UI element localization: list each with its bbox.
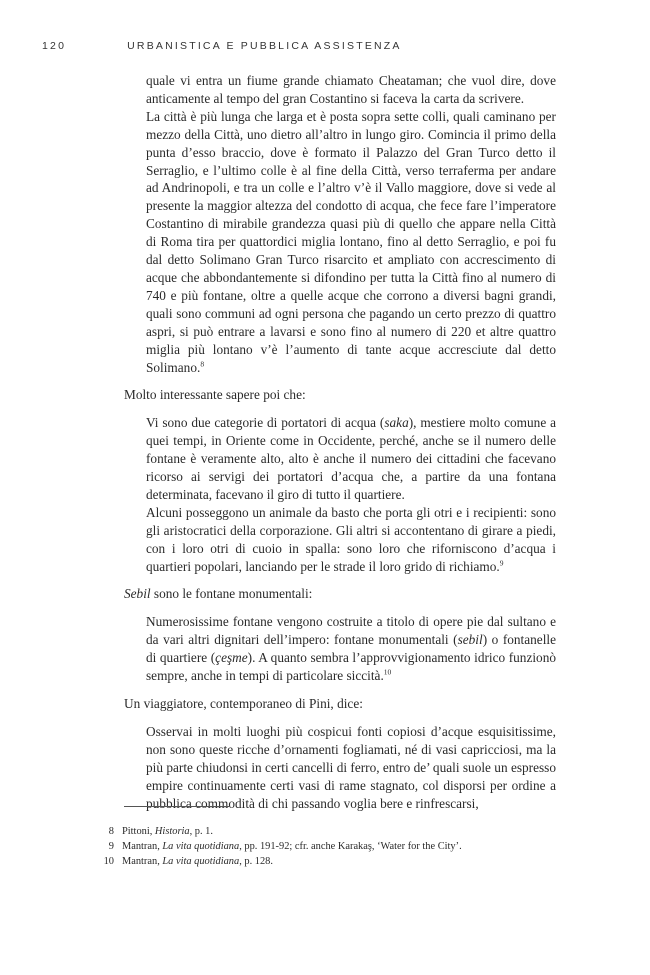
footnote-ref: 8 (200, 359, 205, 369)
footnote: 10 Mantran, La vita quotidiana, p. 128. (86, 854, 556, 869)
quote-paragraph: Osservai in molti luoghi più cospicui fonti copiosi d’acque esquisitissime, non sono queste ricche d’ornamenti fogliamati, né di vasi capricciosi, ma la più parte chiudonsi in certi cancelli di ferro, entro de’ quali suole un espresso empire continuamente certi vasi di rame stagnato, col disporsi per ordine a pubblica commodità di chi passando voglia bere e rinfrescarsi, (146, 723, 556, 811)
running-title: URBANISTICA E PUBBLICA ASSISTENZA (127, 40, 402, 52)
footnote: 9 Mantran, La vita quotidiana, pp. 191-92; cfr. anche Karakaş, ‘Water for the City’. (86, 839, 556, 854)
footnote-ref: 10 (383, 667, 392, 677)
body-paragraph: Molto interessante sapere poi che: (124, 387, 306, 403)
footnote: 8 Pittoni, Historia, p. 1. (86, 824, 556, 839)
quote-paragraph: Alcuni posseggono un animale da basto che porta gli otri e i recipienti: sono gli aristocratici della corporazione. Gli altri si accontentano di girare a piedi, con i loro otri di cuoio in spalla: sono loro che riforniscono d’acqua i quartieri popolari, lanciando per le strade il loro grido di richiamo.$^9$ (146, 504, 556, 574)
footnote-separator (124, 806, 230, 807)
footnote-number: 10 (103, 856, 114, 868)
block-quote-2 (146, 414, 556, 575)
quote-paragraph: Vi sono due categorie di portatori di acqua (saka), mestiere molto comune a quei tempi, in Oriente come in Occidente, perché, anche se il numero delle fontane è veramente alto, alto è anche il numero dei cittadini che facevano ricorso ai servigi dei portatori d’acqua che, a partire da una fontana determinata, facevano il giro di tutto il quartiere. (146, 415, 556, 502)
block-quote-1 (146, 72, 556, 376)
quote-paragraph: Numerosissime fontane vengono costruite a titolo di opere pie dal sultano e da vari altri dignitari dell’impero: fontane monumentali (sebil) o fontanelle di quartiere (çeşme). A quanto sembra l’approvvigionamento idrico funzionò sempre, anche in tempi di particolare siccità.$^{10}$ (146, 614, 556, 684)
quote-paragraph: La città è più lunga che larga et è posta sopra sette colli, quali caminano per mezzo della Città, uno dietro all’altro in lungo giro. Comincia il primo della punta d’esso braccio, dove è formato il Palazzo del Gran Turco detto il Serraglio, e l’ultimo colle è al fine della Città, verso terraferma per andare ad Andrinopoli, e tra un colle e l’altro v’è il Vallo maggiore, dove si vede al presente la maggior altezza del condotto di acqua, che fece fare l’imperatore Costantino di mirabile grandezza quasi più di quello che appare nella Città di Roma tira per quattordici miglia lontano, fino al detto Serraglio, e poi fu dal detto Solimano Gran Turco risarcito et ampliato con accrescimento di acque che abbondantemente si difondino per tutta la Città fino al numero di 740 e più fontane, oltre a quelle acque che corrono a diversi bagni grandi, quali sono communi ad ogni persona che pagando un certo prezzo di quattro aspri, si può entrare a lavarsi e sono fino al numero di 220 et altre quattro miglia più lontano v’è l’aumento di tante acque accresciute dal detto Solimano.$^8$ (146, 108, 556, 375)
quote-paragraph: quale vi entra un fiume grande chiamato Cheataman; che vuol dire, dove anticamente al tempo del gran Costantino si faceva la carta da scrivere. (146, 73, 556, 106)
footnote-number: 9 (108, 841, 114, 853)
page-number: 120 (42, 40, 67, 52)
main-text (124, 72, 556, 812)
running-header (42, 40, 612, 56)
footnote-number: 8 (108, 826, 114, 837)
footnote-ref: 9 (499, 558, 504, 568)
block-quote-4 (146, 723, 556, 813)
footnotes (86, 824, 556, 870)
body-paragraph: Sebil sono le fontane monumentali: (124, 586, 313, 602)
block-quote-3 (146, 613, 556, 685)
body-paragraph: Un viaggiatore, contemporaneo di Pini, dice: (124, 696, 363, 711)
